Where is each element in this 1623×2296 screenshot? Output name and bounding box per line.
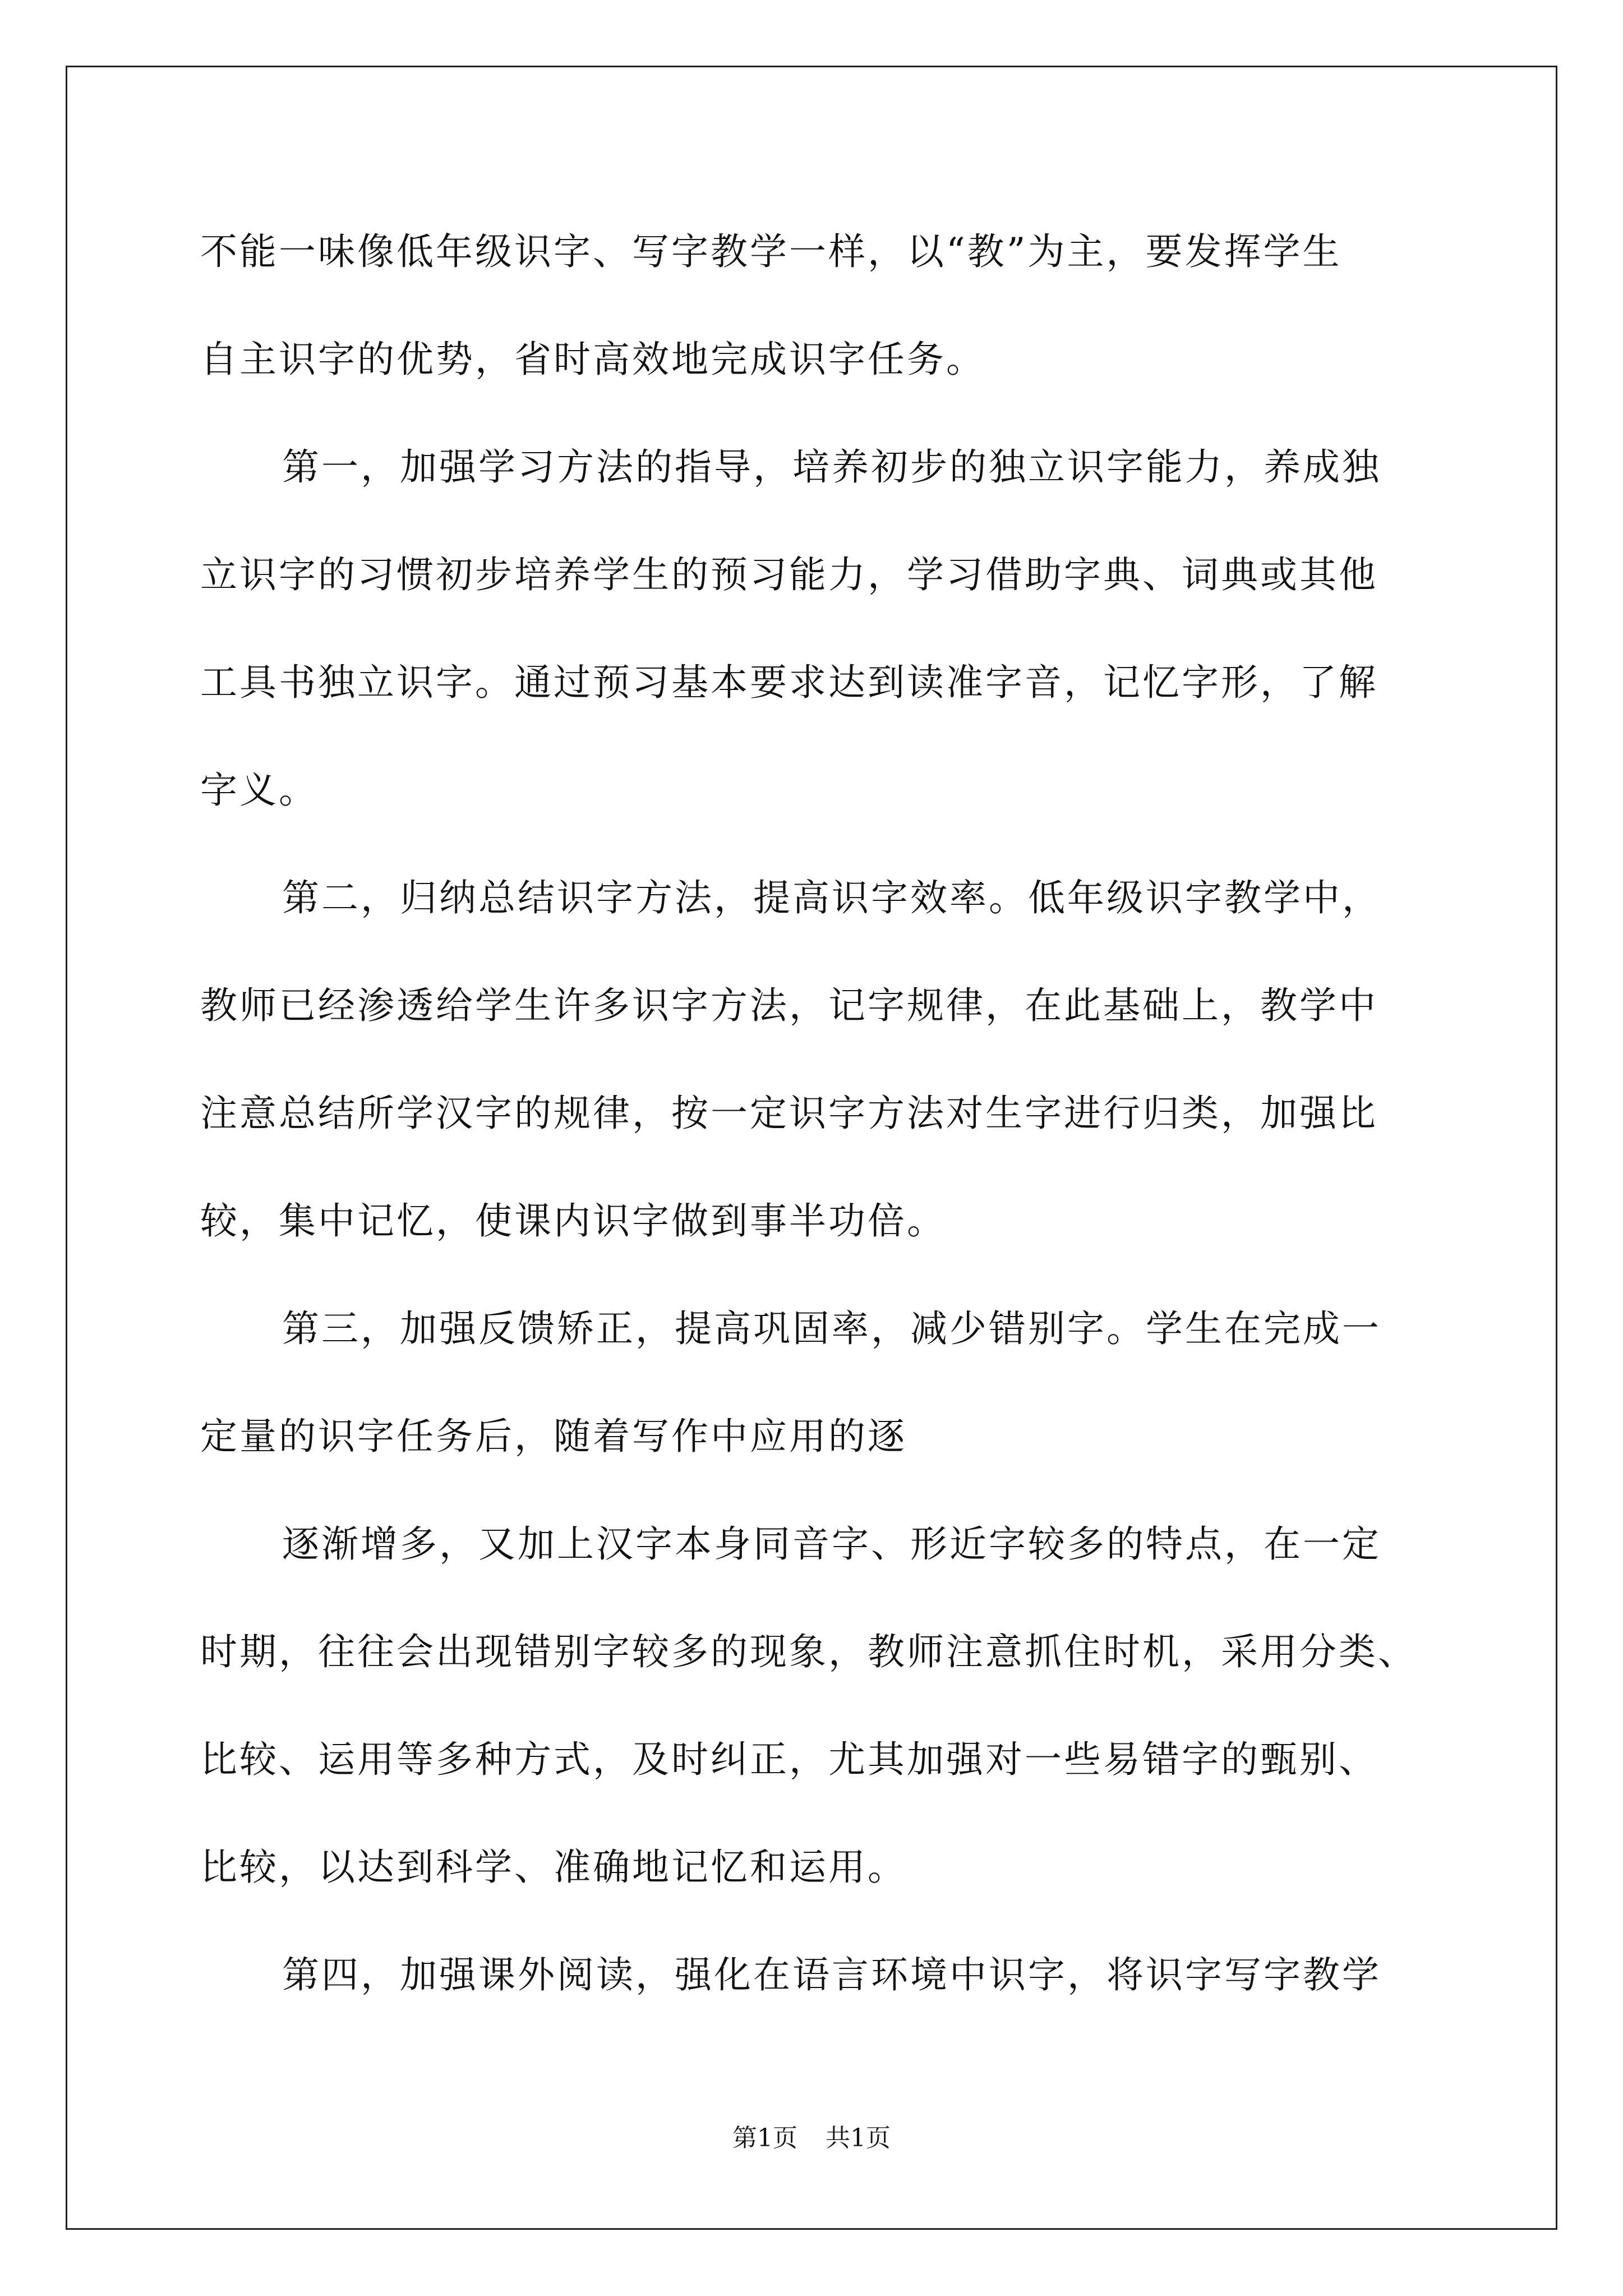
text-line: 第二，归纳总结识字方法，提高识字效率。低年级识字教学中， xyxy=(282,876,1381,919)
text-line: 逐渐增多，又加上汉字本身同音字、形近字较多的特点，在一定 xyxy=(282,1522,1381,1566)
text-line: 教师已经渗透给学生许多识字方法，记字规律，在此基础上，教学中 xyxy=(200,984,1378,1027)
text-line: 字义。 xyxy=(200,769,318,812)
text-line: 第四，加强课外阅读，强化在语言环境中识字，将识字写字教学 xyxy=(282,1953,1381,1996)
text-line: 注意总结所学汉字的规律，按一定识字方法对生字进行归类，加强比 xyxy=(200,1092,1378,1135)
text-line: 立识字的习惯初步培养学生的预习能力，学习借助字典、词典或其他 xyxy=(200,553,1378,596)
text-line: 较，集中记忆，使课内识字做到事半功倍。 xyxy=(200,1199,946,1243)
page-footer xyxy=(0,2126,1623,2151)
text-line: 定量的识字任务后，随着写作中应用的逐 xyxy=(200,1415,907,1458)
text-line: 不能一味像低年级识字、写字教学一样，以“教”为主，要发挥学生 xyxy=(200,230,1342,273)
text-line: 工具书独立识字。通过预习基本要求达到读准字音，记忆字形，了解 xyxy=(200,661,1378,704)
text-line: 自主识字的优势，省时高效地完成识字任务。 xyxy=(200,338,985,381)
page-number: 第1页 xyxy=(732,2124,797,2152)
page-total: 共1页 xyxy=(826,2124,891,2152)
text-line: 比较，以达到科学、准确地记忆和运用。 xyxy=(200,1846,907,1889)
text-line: 第一，加强学习方法的指导，培养初步的独立识字能力，养成独 xyxy=(282,445,1381,489)
text-line: 第三，加强反馈矫正，提高巩固率，减少错别字。学生在完成一 xyxy=(282,1307,1381,1350)
text-line: 比较、运用等多种方式，及时纠正，尤其加强对一些易错字的甄别、 xyxy=(200,1738,1378,1781)
page-border xyxy=(66,66,1557,2230)
text-line: 时期，往往会出现错别字较多的现象，教师注意抓住时机，采用分类、 xyxy=(200,1630,1417,1673)
